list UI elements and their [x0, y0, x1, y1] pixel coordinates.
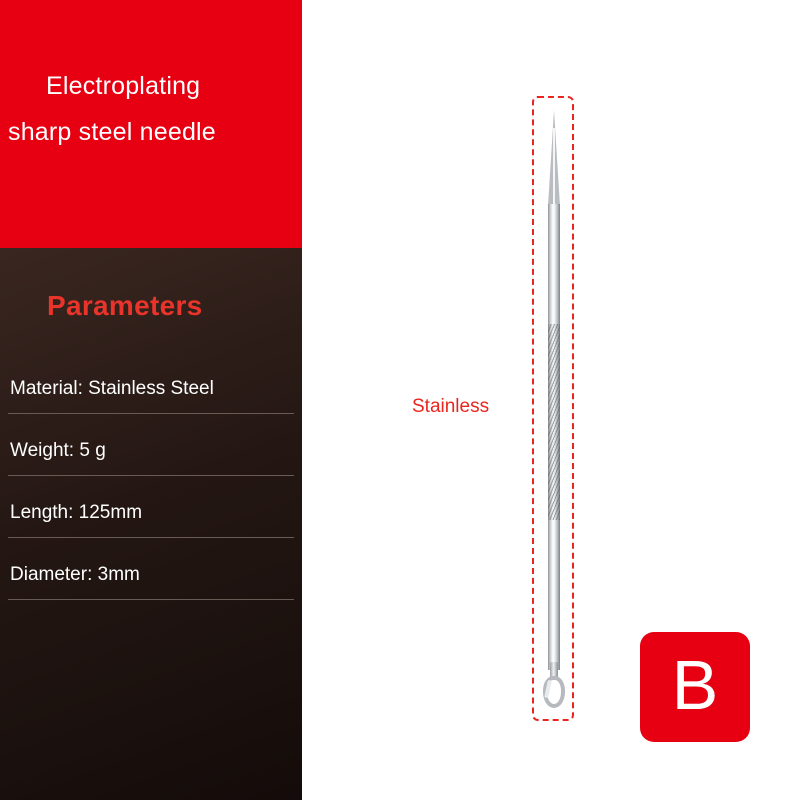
variant-badge-letter: B	[671, 646, 719, 724]
spec-weight: Weight: 5 g	[10, 440, 106, 461]
spec-diameter: Diameter: 3mm	[10, 564, 140, 585]
parameters-title: Parameters	[47, 290, 203, 321]
needle-knurled-grip	[548, 324, 560, 520]
spec-row	[8, 352, 294, 414]
parameters-panel	[0, 248, 302, 800]
spec-row	[8, 414, 294, 476]
variant-badge	[640, 632, 750, 742]
spec-material: Material: Stainless Steel	[10, 378, 214, 399]
needle-lower-shaft	[548, 520, 560, 670]
stainless-callout-label: Stainless	[412, 396, 490, 417]
left-info-panel	[0, 0, 302, 800]
product-image-panel	[302, 0, 800, 800]
headline-line-1: Electroplating	[46, 72, 201, 100]
stainless-needle-illustration	[548, 110, 560, 708]
spec-row	[8, 538, 294, 600]
spec-length: Length: 125mm	[10, 502, 143, 523]
needle-upper-shaft	[548, 204, 560, 324]
needle-tip-highlight	[553, 128, 555, 208]
hero-title-block	[0, 0, 302, 248]
headline-line-2: sharp steel needle	[8, 118, 216, 146]
spec-list	[8, 352, 294, 600]
product-headline	[8, 63, 296, 155]
spec-row	[8, 476, 294, 538]
